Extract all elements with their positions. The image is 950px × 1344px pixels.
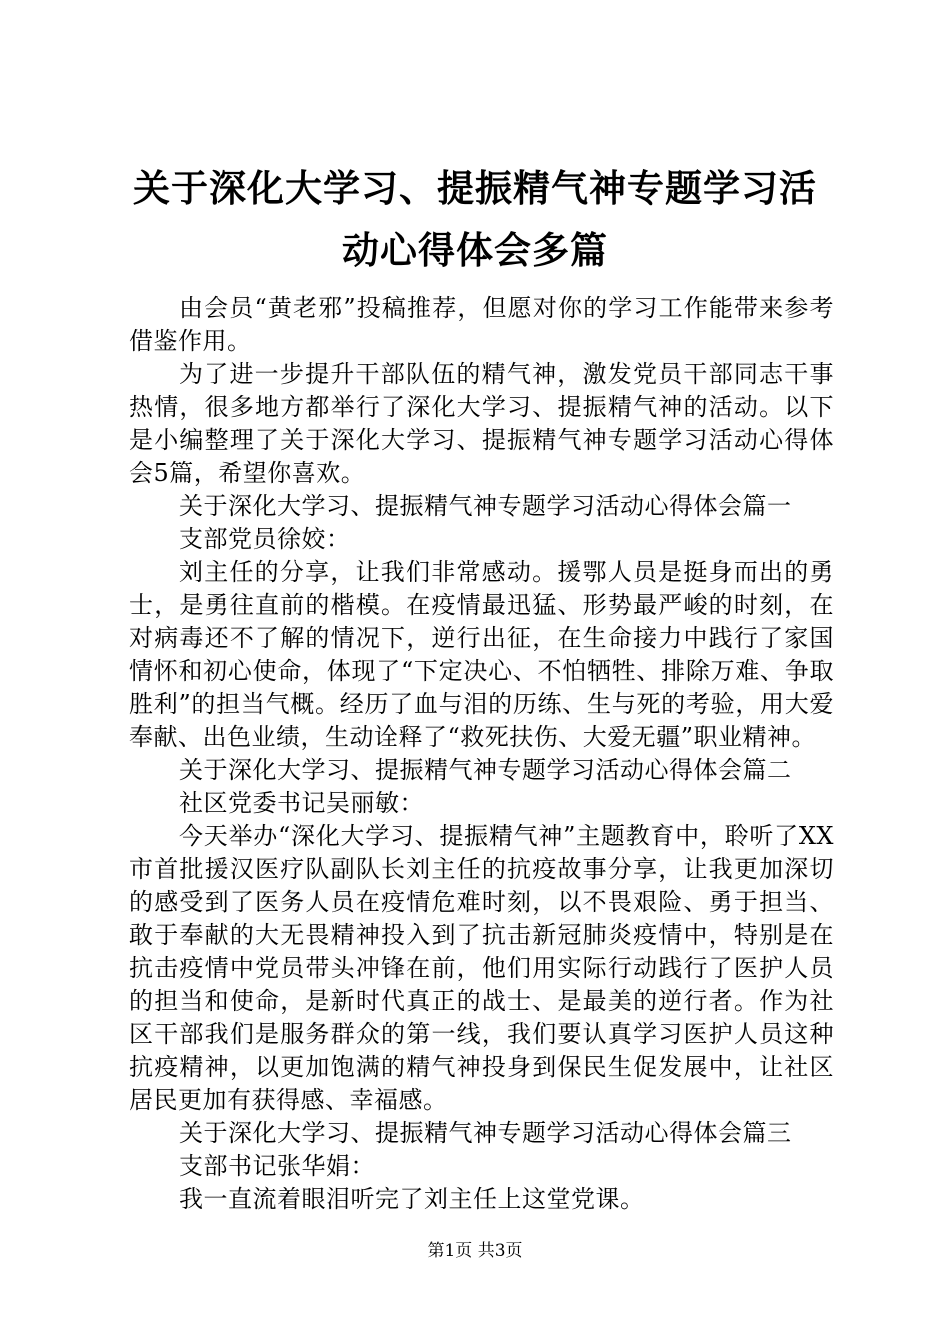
paragraph-section-1: 刘主任的分享，让我们非常感动。援鄂人员是挺身而出的勇士，是勇往直前的楷模。在疫情最迅猛、形势最严峻的时刻，在对病毒还不了解的情况下，逆行出征，在生命接力中践行了家国情怀和初心使命，体现了“下定决心、不怕牺牲、排除万难、争取胜利”的担当气概。经历了血与泪的历练、生与死的考验，用大爱奉献、出色业绩，生动诠释了“救死扶伤、大爱无疆”职业精神。 <box>129 558 834 751</box>
document-body <box>129 292 834 1216</box>
paragraph-intro: 由会员“黄老邪”投稿推荐，但愿对你的学习工作能带来参考借鉴作用。 <box>129 294 834 355</box>
paragraph-section-3: 我一直流着眼泪听完了刘主任上这堂党课。 <box>179 1185 645 1213</box>
speaker-name-3: 支部书记张华娟： <box>179 1152 375 1180</box>
paragraph-preface: 为了进一步提升干部队伍的精气神，激发党员干部同志干事热情，很多地方都举行了深化大学习、提振精气神的活动。以下是小编整理了关于深化大学习、提振精气神专题学习活动心得体会5篇，希望你喜欢。 <box>129 360 834 487</box>
speaker-name-2: 社区党委书记吴丽敏： <box>179 789 424 817</box>
section-heading-1: 关于深化大学习、提振精气神专题学习活动心得体会篇一 <box>179 492 792 520</box>
section-heading-2: 关于深化大学习、提振精气神专题学习活动心得体会篇二 <box>179 756 792 784</box>
document-title: 关于深化大学习、提振精气神专题学习活动心得体会多篇 <box>133 167 817 272</box>
page-number-footer: 第1页 共3页 <box>427 1241 523 1261</box>
section-heading-3: 关于深化大学习、提振精气神专题学习活动心得体会篇三 <box>179 1119 792 1147</box>
paragraph-section-2: 今天举办“深化大学习、提振精气神”主题教育中，聆听了XX市首批援汉医疗队副队长刘主任的抗疫故事分享，让我更加深切的感受到了医务人员在疫情危难时刻，以不畏艰险、勇于担当、敢于奉献的大无畏精神投入到了抗击新冠肺炎疫情中，特别是在抗击疫情中党员带头冲锋在前，他们用实际行动践行了医护人员的担当和使命，是新时代真正的战士、是最美的逆行者。作为社区干部我们是服务群众的第一线，我们要认真学习医护人员这种抗疫精神，以更加饱满的精气神投身到保民生促发展中，让社区居民更加有获得感、幸福感。 <box>129 822 834 1114</box>
speaker-name-1: 支部党员徐姣： <box>179 525 351 553</box>
